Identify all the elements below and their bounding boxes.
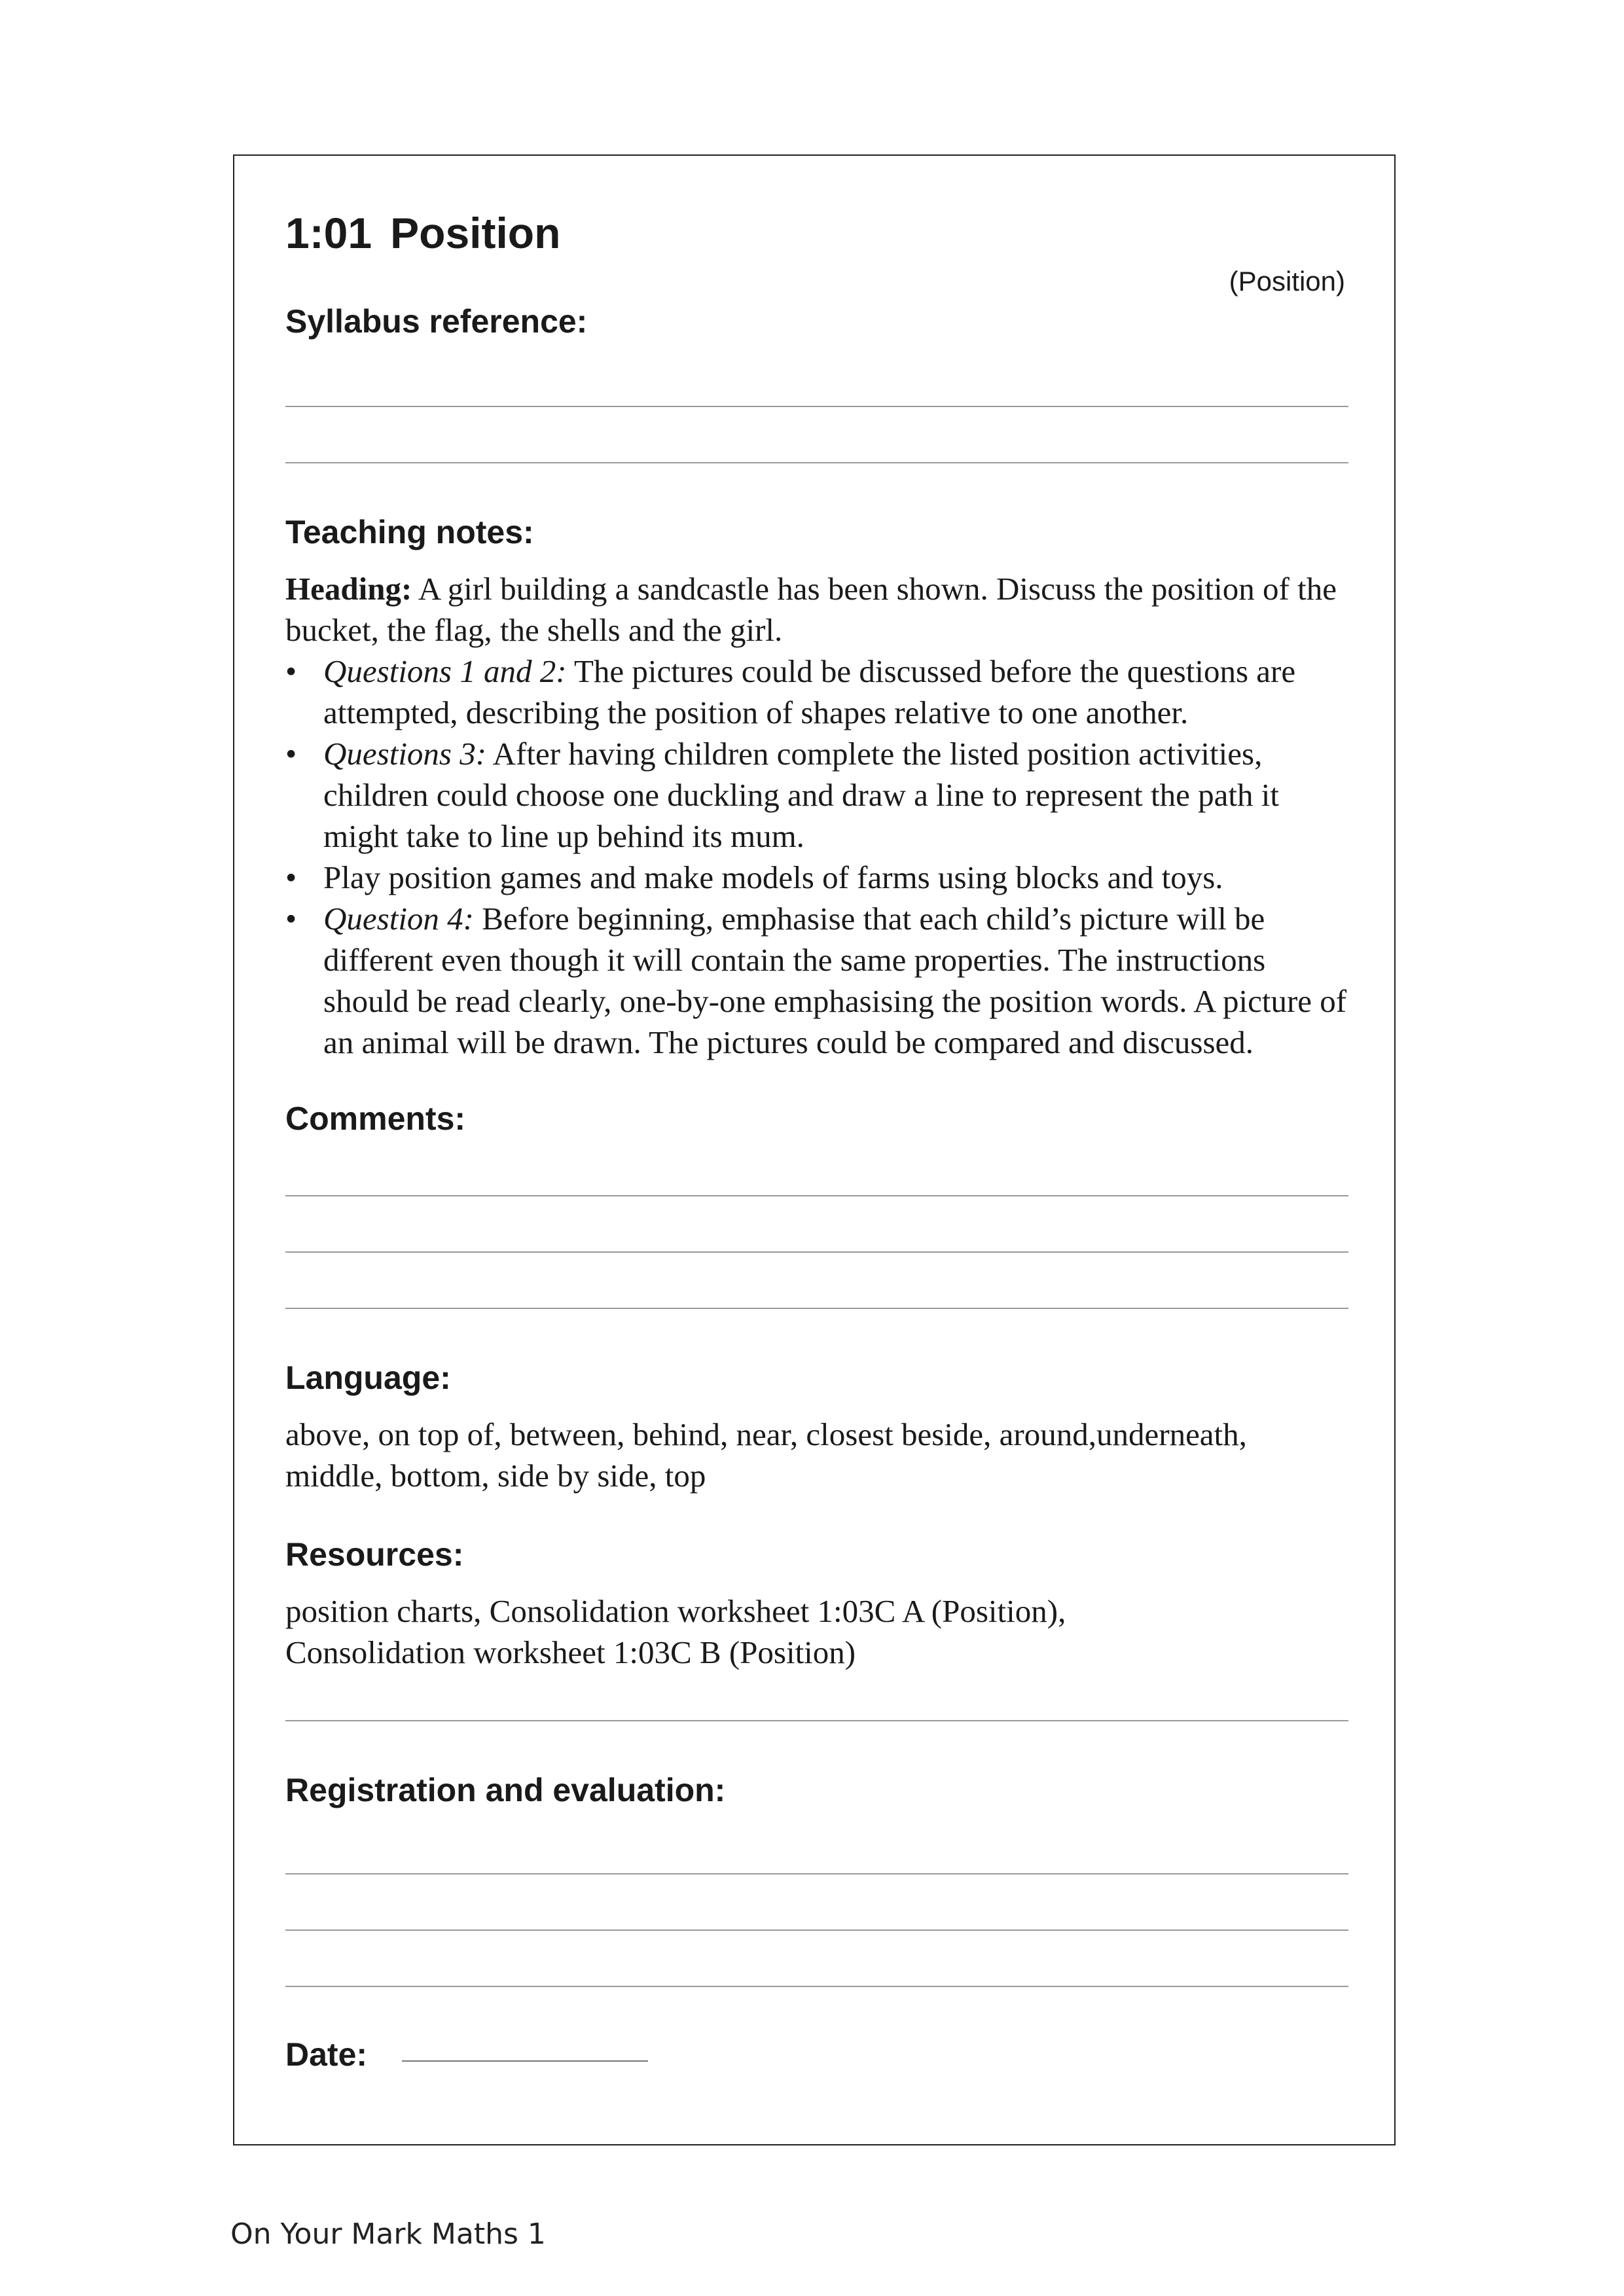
heading-note-text: A girl building a sandcastle has been shown. Discuss the position of the bucket, the flag, the shells and the girl. [285, 571, 1337, 648]
registration-line-1 [285, 1873, 1348, 1874]
language-text: above, on top of, between, behind, near, closest beside, around,underneath, middle, bottom, side by side, top [285, 1416, 1247, 1494]
resources-line-1: position charts, Consolidation worksheet 1:03C A (Position), [285, 1593, 1066, 1629]
date-field-line [402, 2060, 648, 2062]
bullet-text: Before beginning, emphasise that each child’s picture will be different even though it will contain the same properties. The instructions should be read clearly, one-by-one emphasising the position words. A picture of an animal will be drawn. The pictures could be compared and discussed. [323, 901, 1347, 1060]
list-item [285, 651, 1348, 733]
bullet-icon: • [285, 653, 297, 689]
bullet-lead: Questions 1 and 2: [323, 653, 567, 689]
resources-text [285, 1590, 1348, 1673]
comments-line-2 [285, 1251, 1348, 1253]
bullet-text: The pictures could be discussed before the questions are attempted, describing the position of shapes relative to one another. [323, 653, 1296, 730]
bullet-lead: Question 4: [323, 901, 474, 937]
teaching-bullets [285, 651, 1348, 1063]
comments-line-3 [285, 1308, 1348, 1309]
registration-line-3 [285, 1986, 1348, 1987]
teaching-notes-heading: Teaching notes: [285, 514, 534, 550]
bullet-icon: • [285, 859, 297, 895]
page-title [285, 208, 560, 258]
footer-text: On Your Mark Maths 1 [230, 2217, 546, 2251]
bullet-text: Play position games and make models of farms using blocks and toys. [323, 859, 1223, 895]
bullet-icon: • [285, 901, 297, 937]
teaching-notes-body [285, 568, 1348, 1063]
registration-heading: Registration and evaluation: [285, 1772, 726, 1808]
registration-line-2 [285, 1929, 1348, 1931]
lesson-number: 1:01 [285, 209, 372, 257]
syllabus-heading: Syllabus reference: [285, 303, 588, 340]
list-item [285, 857, 1348, 898]
syllabus-line-2 [285, 462, 1348, 463]
topic-tag: (Position) [1229, 266, 1345, 296]
resources-line-2: Consolidation worksheet 1:03C B (Position) [285, 1634, 856, 1670]
bullet-lead: Questions 3: [323, 736, 487, 772]
comments-heading: Comments: [285, 1100, 466, 1137]
bullet-icon: • [285, 736, 297, 772]
heading-note-label: Heading: [285, 571, 412, 607]
date-label: Date: [285, 2036, 368, 2073]
list-item [285, 898, 1348, 1063]
bullet-text: After having children complete the listed position activities, children could choose one duckling and draw a line to represent the path it might take to line up behind its mum. [323, 736, 1279, 854]
page-frame [233, 154, 1396, 2145]
resources-rule [285, 1720, 1348, 1721]
resources-heading: Resources: [285, 1536, 464, 1573]
lesson-title: Position [390, 209, 561, 257]
comments-line-1 [285, 1195, 1348, 1196]
language-heading: Language: [285, 1359, 451, 1396]
syllabus-line-1 [285, 406, 1348, 407]
heading-note [285, 568, 1348, 651]
list-item [285, 733, 1348, 857]
